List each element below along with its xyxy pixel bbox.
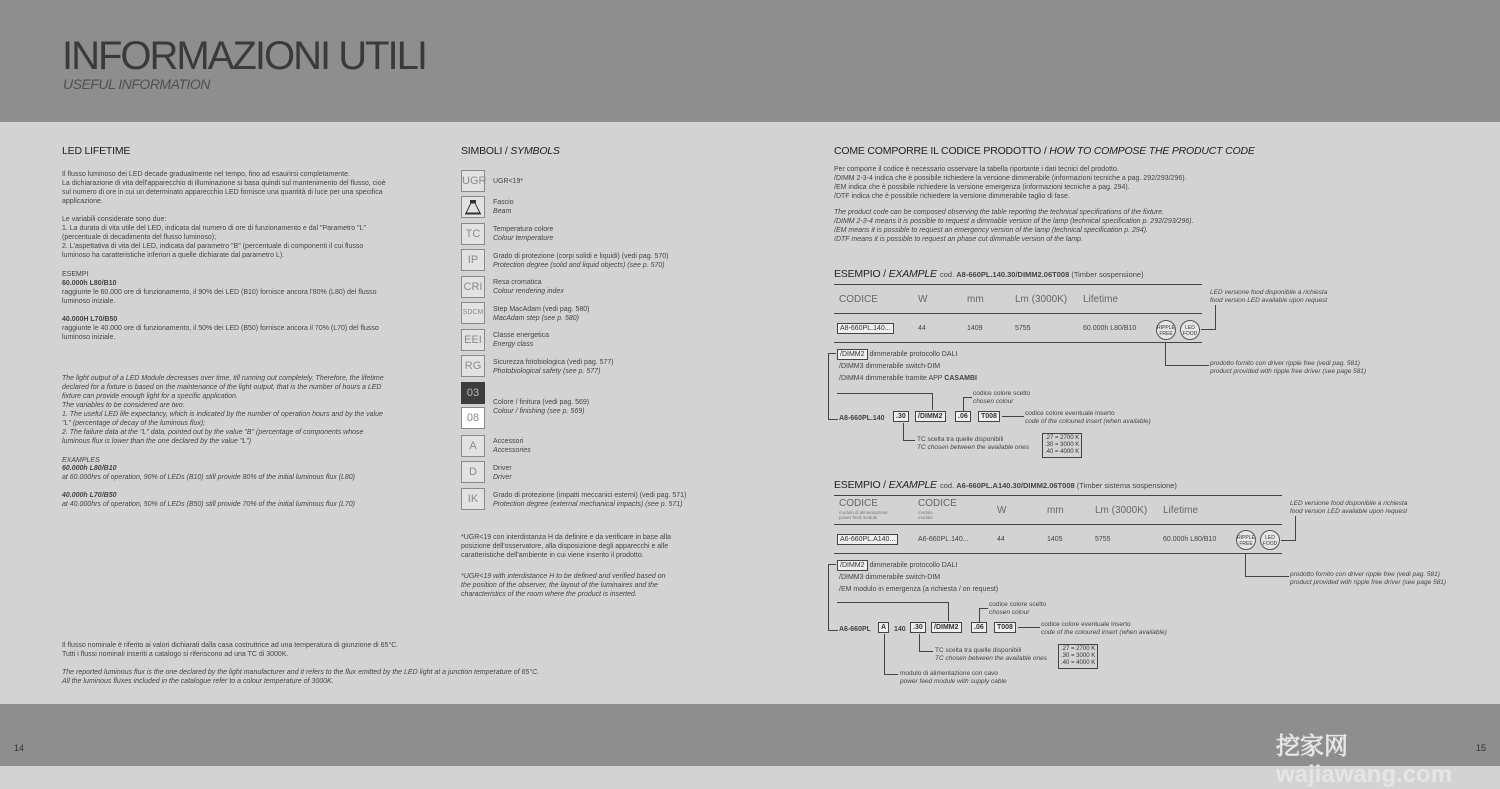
beam-label: Fascio Beam [493, 199, 514, 215]
watermark: 挖家网 wajiawang.com [1276, 733, 1453, 788]
ex1-code-cell: A8-660PL.140... [837, 323, 894, 334]
ex1-tc-values: .27 = 2700 K .30 = 3000 K .40 = 4000 K [1042, 433, 1082, 458]
ex2-code-part1: A6-660PL [839, 626, 871, 633]
ex2-mod-note: modulo di alimentazione con cavo power feed module with supply cable [900, 670, 1007, 685]
driver-symbol: D [461, 461, 485, 483]
ex1-dimm4: /DIMM4 dimmerabile tramite APP CASAMBI [839, 375, 977, 382]
ex2-ripple-line-v [1245, 553, 1246, 576]
ex1-dimm-line-bottom [828, 419, 838, 420]
ex1-food-note: LED versione food disponibile a richiesta food version LED available upon request [1210, 289, 1328, 304]
ex1-title: ESEMPIO / EXAMPLE [834, 268, 937, 280]
ripple-free-icon: RIPPLE FREE [1156, 320, 1176, 340]
ex1-tc-line-h [903, 440, 915, 441]
ex2-food-note: LED versione food disponibile a richiesta food version LED available upon request [1290, 500, 1408, 515]
ip-symbol: IP [461, 249, 485, 271]
ip-label: Grado di protezione (corpi solidi e liquidi) (vedi pag. 570) Protection degree (solid and liquid objects) (see p. 570) [493, 253, 669, 269]
page-title: INFORMAZIONI UTILI [62, 34, 426, 78]
ex2-food-line-v [1295, 516, 1296, 540]
ex2-mod-line-v [884, 634, 885, 674]
ex2-dimm3: /DIMM3 dimmerabile switch-DIM [839, 574, 941, 581]
ex1-top-rule [834, 284, 1202, 285]
ex1-dimm3: /DIMM3 dimmerabile switch-DIM [839, 363, 941, 370]
compose-title: COME COMPORRE IL CODICE PRODOTTO / HOW TO COMPOSE THE PRODUCT CODE [834, 145, 1255, 157]
ex2-code-tc: .30 [910, 622, 926, 633]
compose-p-it: Per comporre il codice è necessario osservare la tabella riportante i dati tecnici del prodotto. /DIMM 2-3-4 indica che è possibile richiedere la versione dimmerabile (informazioni tecniche a pag. 292/293/296). /EM indica che è possibile richiedere la versione emergenza (informazioni tecniche a pag. 294). /DTF indica che è possibile richiedere la versione dimmerabile taglio di fase. [834, 166, 1187, 200]
ex1-code-insert: T008 [978, 411, 1000, 422]
ex2-tc-line-v [919, 634, 920, 651]
ex2-dimm-line-bottom [828, 630, 838, 631]
ex1-w: 44 [918, 325, 926, 332]
accessories-symbol: A [461, 435, 485, 457]
ex2-title: ESEMPIO / EXAMPLE [834, 479, 937, 491]
cri-symbol: CRI [461, 276, 485, 298]
ex1-dimm-line-v [828, 353, 829, 419]
ik-symbol: IK [461, 488, 485, 510]
ik-label: Grado di protezione (impatti meccanici esterni) (vedi pag. 571) Protection degree (external mechanical impacts) (see p. 571) [493, 492, 687, 508]
ex1-life: 60.000h L80/B10 [1083, 325, 1137, 332]
ex1-code-tc: .30 [893, 411, 909, 422]
ex1-h-codice: CODICE [839, 294, 878, 305]
ex1-h-lm: Lm (3000K) [1015, 294, 1068, 305]
ex2-cod: cod. A6-660PL.A140.30/DIMM2.06T008 (Timber sistema sospensione) [940, 481, 1177, 490]
ex1-lm: 5755 [1015, 325, 1031, 332]
ex2-mod-line-h [884, 674, 898, 675]
page-subtitle: USEFUL INFORMATION [63, 76, 210, 92]
cri-label: Resa cromatica Colour rendering index [493, 279, 564, 295]
colour-symbol-dark: 03 [461, 382, 485, 404]
led-ex2-body: raggiunte le 40.000 ore di funzionamento, il 50% dei LED (B50) fornisce ancora il 70% (L70) del flusso luminoso iniziale. [62, 325, 379, 341]
ex1-cod: cod. A8-660PL.140.30/DIMM2.06T008 (Timber sospensione) [940, 270, 1144, 279]
ex2-insert-note: codice colore eventuale inserto code of the coloured insert (when available) [1041, 621, 1167, 636]
led-p1: Il flusso luminoso dei LED decade gradualmente nel tempo, fino ad esaurirsi completamente. La dichiarazione di vita dell'apparecchio di illuminazione si basa quindi sul mantenimento del flusso, cioè sul numero di ore in cui un determinato apparecchio LED fornisce una quantità di luce per una specifica applicazione. [62, 171, 386, 205]
ex2-lm: 5755 [1095, 536, 1111, 543]
ex1-h-mm: mm [967, 294, 984, 305]
ex2-colour-line-v [979, 608, 980, 622]
ex2-h-life: Lifetime [1163, 505, 1199, 516]
sdcm-symbol: SDCM [461, 302, 485, 324]
ex2-code2: A6-660PL.140... [918, 536, 969, 543]
ex2-h-w: W [997, 505, 1007, 516]
ex1-code-part1: A8-660PL.140 [839, 415, 885, 422]
ex2-h-mm: mm [1047, 505, 1064, 516]
ripple-free-icon-2: RIPPLE FREE [1236, 530, 1256, 550]
eei-label: Classe energetica Energy class [493, 332, 550, 348]
ex2-h-codice2-sub: modulo module [918, 510, 933, 520]
ex2-em: /EM modulo in emergenza (a richiesta / on request) [839, 586, 999, 593]
ex1-dimm-to-code-h [837, 393, 933, 394]
ugr-symbol: UGR [461, 170, 485, 192]
compose-p-en: The product code can be composed observing the table reporting the technical specifications of the fixture. /DIMM 2-3-4 means it is possible to request a dimmable version of the lamp (technical specification p. 292/293/296). /EM means it is possible to request an emergency version of the lamp (technical specification p. 294). /DTF means it is possible to request an phase cut dimmable version of the lamp. [834, 209, 1194, 243]
ex1-h-life: Lifetime [1083, 294, 1119, 305]
ex2-h-codice1-sub: modulo di alimentazione power feed module [839, 510, 888, 520]
ex1-ripple-line-h [1165, 365, 1209, 366]
led-esempi: ESEMPI [62, 271, 89, 278]
ex1-code-dimm: /DIMM2 [915, 411, 946, 422]
ex1-food-line-h [1201, 329, 1216, 330]
ex2-h-lm: Lm (3000K) [1095, 505, 1148, 516]
ex1-colour-line-v [963, 397, 964, 411]
ex2-life: 60.000h L80/B10 [1163, 536, 1217, 543]
led-ex2-head: 40.000H L70/B50 [62, 316, 118, 323]
ex1-insert-note: codice colore eventuale inserto code of the coloured insert (when available) [1025, 410, 1151, 425]
ex2-w: 44 [997, 536, 1005, 543]
led-en-ex2-head: 40.000h L70/B50 [62, 492, 117, 499]
ex2-mid-rule [834, 524, 1282, 525]
ex2-dimm2: /DIMM2 dimmerabile protocollo DALI [837, 560, 957, 571]
ex1-h-w: W [918, 294, 928, 305]
ex1-ripple-note: prodotto fornito con driver ripple free (vedi pag. 581) product provided with ripple free driver (see page 581) [1210, 360, 1367, 375]
symbols-footnote-en: *UGR<19 with interdistance H to be defined and verified based on the position of the observer, the layout of the luminaires and the characteristics of the room where the product is inserted. [461, 573, 666, 598]
ex1-tc-line-v [903, 423, 904, 440]
ex2-code-a: A [878, 622, 889, 633]
led-en1: The light output of a LED Module decreases over time, till running out completely. Therefore, the lifetime declared for a fixture is based on the maintenance of the light output, that is the number of hours a LED fixture can provide enough light for a specific application. The variables to be considered are two: 1. The useful LED life expectancy, which is indicated by the number of operation hours and by the value "L" (percentage of decay of the luminous flux); 2. The failure data at the "L" data, pointed out by the value "B" (percentage of components whose luminous flux is lower than the one declared by the value "L") [62, 375, 384, 445]
ex2-h-codice1: CODICE [839, 498, 878, 509]
symbols-title: SIMBOLI / SYMBOLS [461, 145, 560, 157]
ex2-tc-values: .27 = 2700 K .30 = 3000 K .40 = 4000 K [1058, 644, 1098, 669]
rg-label: Sicurezza fotobiologica (vedi pag. 577) Photobiological safety (see p. 577) [493, 359, 614, 375]
tc-symbol: TC [461, 223, 485, 245]
food-led-icon-2: LED FOOD [1260, 530, 1280, 550]
footer-band [0, 704, 1500, 766]
eei-symbol: EEI [461, 329, 485, 351]
ex2-code1-cell: A6-660PL.A140... [837, 534, 898, 545]
symbols-footnote-it: *UGR<19 con interdistanza H da definire e da verificare in base alla posizione dell'osservatore, alla disposizione degli apparecchi e alle caratteristiche dell'ambiente in cui viene inserito il prodotto. [461, 534, 671, 559]
page-number-left: 14 [14, 743, 25, 753]
ex2-dimm-to-code-h [837, 602, 949, 603]
sdcm-label: Step MacAdam (vedi pag. 580) MacAdam step (see p. 580) [493, 306, 590, 322]
ex2-h-codice2: CODICE [918, 498, 957, 509]
ex2-top-rule [834, 495, 1282, 496]
led-en-ex2-body: at 40.000hrs of operation, 50% of LEDs (B50) still provide 70% of the initial luminous flux (L70) [62, 501, 355, 508]
rg-symbol: RG [461, 355, 485, 377]
ex1-code-colour: .06 [955, 411, 971, 422]
led-ex1-body: raggiunte le 60.000 ore di funzionamento, il 90% dei LED (B10) fornisce ancora l'80% (L80) del flusso luminoso iniziale. [62, 289, 377, 305]
page-number-right: 15 [1476, 743, 1487, 753]
ex2-tc-note: TC scelta tra quelle disponibili TC chosen between the available ones [935, 647, 1048, 662]
ex2-ripple-line-h [1245, 576, 1289, 577]
ex2-mm: 1405 [1047, 536, 1063, 543]
ex2-tc-line-h [919, 651, 933, 652]
ex1-colour-line-h [963, 397, 972, 398]
ex1-dimm-line-top [828, 353, 836, 354]
ex2-dimm-to-code [948, 602, 949, 621]
ex1-colore-note: codice colore scelto chosen colour [973, 390, 1031, 405]
led-title: LED LIFETIME [62, 145, 131, 157]
ex1-mm: 1409 [967, 325, 983, 332]
ex2-colore-note: codice colore scelto chosen colour [989, 601, 1047, 616]
ex1-ripple-line-v [1165, 342, 1166, 365]
ex2-ripple-note: prodotto fornito con driver ripple free (vedi pag. 581) product provided with ripple free driver (see page 581) [1290, 571, 1447, 586]
tc-label: Temperatura colore Colour temperature [493, 226, 554, 242]
ex1-tc-note: TC scelta tra quelle disponibili TC chosen between the available ones [917, 436, 1030, 451]
ex1-dimm2: /DIMM2 dimmerabile protocollo DALI [837, 349, 957, 360]
led-en-ex1-body: at 60.000hrs of operation, 90% of LEDs (B10) still provide 80% of the initial luminous flux (L80) [62, 474, 355, 481]
ex2-dimm-line-v [828, 564, 829, 630]
ex2-insert-line [1018, 627, 1040, 628]
ex2-colour-line-h [979, 608, 988, 609]
ex2-code-140: 140 [894, 626, 906, 633]
ugr-label: UGR<19* [493, 178, 524, 185]
driver-label: Driver Driver [493, 465, 512, 481]
ex2-bottom-rule [834, 553, 1282, 554]
ex1-food-line-v [1215, 305, 1216, 330]
ex2-code-insert: T008 [994, 622, 1016, 633]
ex2-code-dimm: /DIMM2 [931, 622, 962, 633]
ex2-code-colour: .06 [971, 622, 987, 633]
led-p2: Le variabili considerate sono due: 1. La durata di vita utile del LED, indicata dal numero di ore di funzionamento e dal "Parametro "L" (percentuale di decadimento del flusso luminoso); 2. L'aspettativa di vita del LED, indicata dal parametro "B" (percentuale di componenti il cui flusso luminoso ha caratteristiche inferiori a quelle dichiarate dal parametro L). [62, 216, 366, 259]
ex1-dimm-to-code [932, 393, 933, 410]
ex1-mid-rule [834, 313, 1202, 314]
beam-icon [461, 196, 485, 218]
colour-symbol-light: 08 [461, 407, 485, 429]
ex2-dimm-line-top [828, 564, 836, 565]
led-en-ex1-head: 60.000h L80/B10 [62, 465, 117, 472]
food-led-icon: LED FOOD [1180, 320, 1200, 340]
ex2-food-line-h [1281, 540, 1296, 541]
ex1-insert-line [1002, 416, 1024, 417]
colour-label: Colore / finitura (vedi pag. 569) Colour / finishing (see p. 569) [493, 399, 590, 415]
led-examples: EXAMPLES [62, 457, 100, 464]
ex1-bottom-rule [834, 342, 1202, 343]
led-bottom-it: Il flusso nominale è riferito ai valori dichiarati dalla casa costruttrice ad una temperatura di giunzione di 65°C. Tutti i flussi nominali inseriti a catalogo si riferiscono ad una TC di 3000K. [62, 642, 399, 658]
led-ex1-head: 60.000h L80/B10 [62, 280, 117, 287]
accessories-label: Accessori Accessories [493, 438, 531, 454]
led-bottom-en: The reported luminous flux is the one declared by the light manufacturer and it refers to the flux emitted by the LED light at a junction temperature of 65°C. All the luminous fluxes included in the catalogue refer to a colour temperature of 3000K. [62, 669, 540, 685]
